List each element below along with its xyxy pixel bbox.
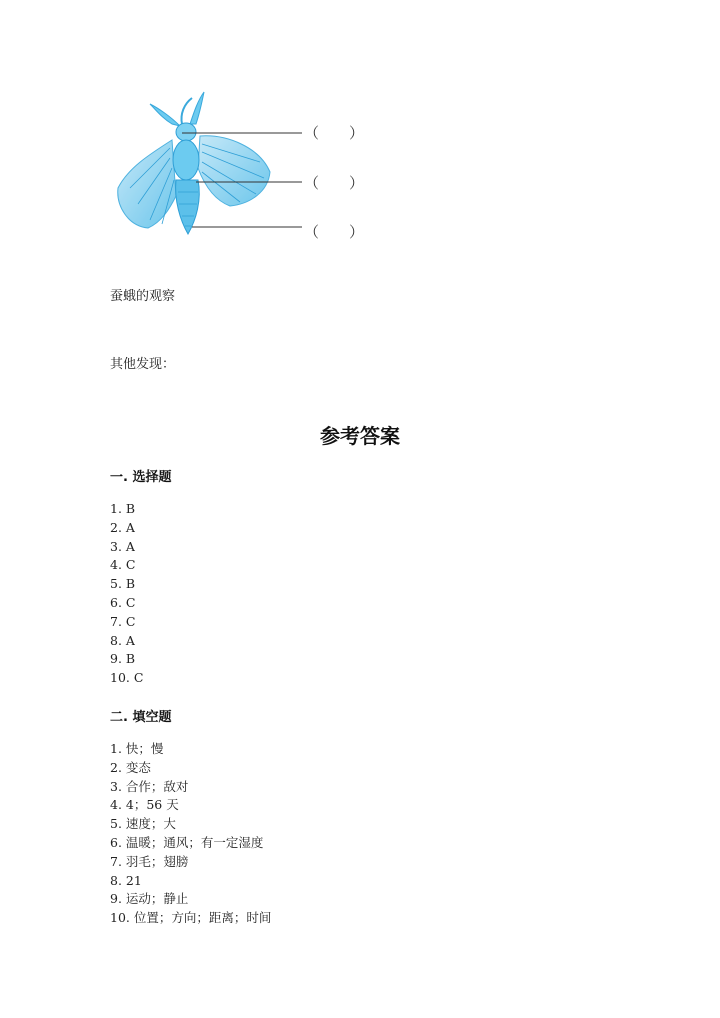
list-item: 4. C — [110, 557, 136, 573]
list-item: 1. 快；慢 — [110, 741, 164, 756]
list-item: 9. 运动；静止 — [110, 891, 189, 907]
fill-answer-list — [110, 740, 271, 928]
list-item: 10. C — [110, 670, 144, 686]
list-item: 3. A — [110, 538, 135, 554]
moth-antenna-right — [190, 92, 204, 124]
list-item: 5. 速度；大 — [110, 816, 176, 832]
list-item: 5. B — [110, 576, 136, 592]
moth-head — [176, 123, 196, 141]
list-item: 1. B — [110, 501, 136, 516]
section-title-fill: 二. 填空题 — [110, 710, 172, 725]
moth-antenna-left — [150, 104, 180, 126]
choice-answer-list — [110, 500, 143, 688]
moth-wing-left — [118, 140, 176, 228]
blank-bracket-abdomen: （ ） — [304, 223, 365, 241]
figure-caption: 蚕蛾的观察 — [110, 289, 176, 304]
answer-key-title: 参考答案 — [320, 424, 400, 448]
list-item: 7. 羽毛；翅膀 — [110, 853, 189, 869]
moth-thorax — [173, 140, 199, 180]
section-title-choice: 一. 选择题 — [110, 470, 172, 485]
list-item: 2. A — [110, 519, 135, 535]
list-item: 10. 位置；方向；距离；时间 — [110, 910, 272, 926]
list-item: 6. 温暖；通风；有一定湿度 — [110, 834, 264, 850]
list-item: 7. C — [110, 613, 136, 629]
list-item: 8. A — [110, 632, 135, 648]
list-item: 2. 变态 — [110, 759, 151, 775]
list-item: 6. C — [110, 594, 136, 610]
list-item: 3. 合作；敌对 — [110, 778, 189, 794]
blank-bracket-head: （ ） — [304, 124, 365, 142]
blank-bracket-thorax: （ ） — [304, 174, 365, 192]
list-item: 8. 21 — [110, 872, 142, 888]
list-item: 9. B — [110, 651, 136, 667]
other-findings-label: 其他发现： — [110, 357, 176, 372]
list-item: 4. 4；56 天 — [110, 797, 179, 813]
